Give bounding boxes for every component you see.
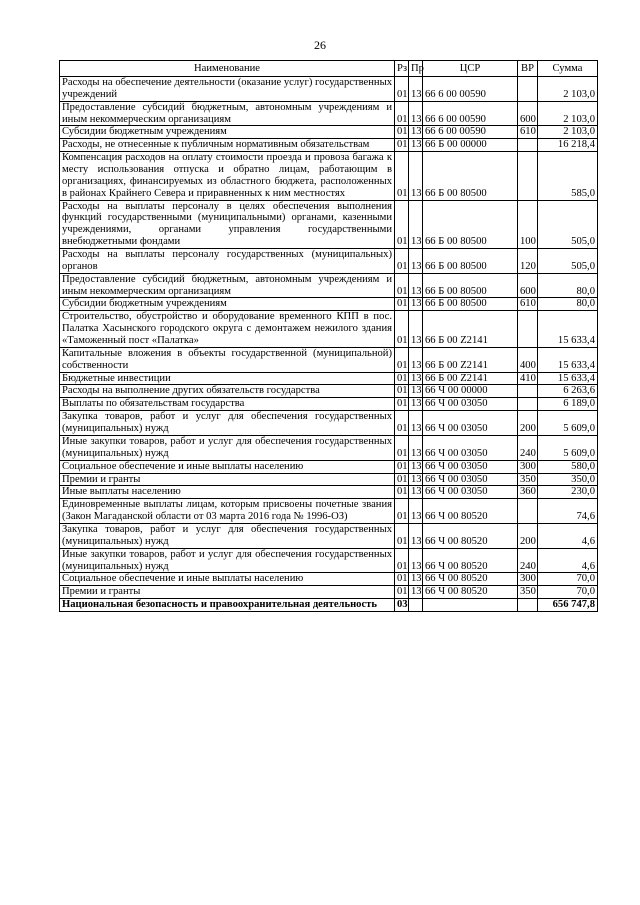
cell-name: Иные закупки товаров, работ и услуг для обеспечения государственных (муниципальных) нужд [60,548,395,573]
cell-name: Капитальные вложения в объекты государственной (муниципальной) собственности [60,347,395,372]
cell-sum: 15 633,4 [538,311,598,348]
table-row [60,139,598,152]
cell-pr: 13 [409,372,423,385]
table-row [60,435,598,460]
cell-sum: 2 103,0 [538,101,598,126]
cell-vr [518,77,538,102]
cell-vr: 610 [518,298,538,311]
cell-csr: 66 Б 00 80500 [423,249,518,274]
cell-rz: 01 [395,139,409,152]
cell-csr: 66 Б 00 Z2141 [423,347,518,372]
cell-name: Национальная безопасность и правоохранительная деятельность [60,599,395,612]
table-row [60,298,598,311]
cell-name: Расходы на выплаты персоналу в целях обеспечения выполнения функций государственными (муниципальными) органами, казенными учреждениями, органами управления государственными внебюджетными фондами [60,200,395,248]
cell-rz: 01 [395,548,409,573]
cell-name: Субсидии бюджетным учреждениям [60,126,395,139]
cell-csr: 66 6 00 00590 [423,77,518,102]
cell-sum: 74,6 [538,499,598,524]
cell-pr: 13 [409,152,423,200]
cell-vr: 360 [518,486,538,499]
cell-pr: 13 [409,126,423,139]
cell-rz: 01 [395,573,409,586]
cell-name: Расходы на выполнение других обязательств государства [60,385,395,398]
table-row [60,548,598,573]
cell-sum: 4,6 [538,548,598,573]
cell-sum: 585,0 [538,152,598,200]
page-number: 26 [314,38,326,52]
cell-name: Субсидии бюджетным учреждениям [60,298,395,311]
cell-rz: 01 [395,435,409,460]
cell-csr: 66 Б 00 Z2141 [423,372,518,385]
cell-pr: 13 [409,77,423,102]
cell-csr: 66 Ч 00 03050 [423,435,518,460]
cell-rz: 01 [395,411,409,436]
table-row [60,411,598,436]
table-row [60,273,598,298]
cell-vr [518,398,538,411]
table-row [60,347,598,372]
cell-rz: 01 [395,347,409,372]
cell-name: Расходы на выплаты персоналу государственных (муниципальных) органов [60,249,395,274]
cell-pr: 13 [409,460,423,473]
cell-csr: 66 6 00 00590 [423,101,518,126]
table-row [60,573,598,586]
cell-vr: 600 [518,273,538,298]
table-row [60,152,598,200]
cell-pr: 13 [409,347,423,372]
table-row [60,101,598,126]
cell-vr [518,152,538,200]
cell-rz: 03 [395,599,409,612]
cell-vr: 600 [518,101,538,126]
cell-csr: 66 Б 00 80500 [423,298,518,311]
cell-csr: 66 Ч 00 03050 [423,486,518,499]
cell-pr: 13 [409,435,423,460]
table-row [60,599,598,612]
cell-pr: 13 [409,298,423,311]
cell-vr [518,311,538,348]
cell-vr: 410 [518,372,538,385]
cell-csr: 66 Ч 00 03050 [423,398,518,411]
cell-pr: 13 [409,273,423,298]
cell-csr: 66 6 00 00590 [423,126,518,139]
cell-rz: 01 [395,499,409,524]
cell-name: Расходы на обеспечение деятельности (оказание услуг) государственных учреждений [60,77,395,102]
cell-rz: 01 [395,77,409,102]
cell-sum: 580,0 [538,460,598,473]
table-row [60,385,598,398]
cell-pr: 13 [409,486,423,499]
cell-vr: 240 [518,548,538,573]
cell-pr: 13 [409,398,423,411]
cell-name: Расходы, не отнесенные к публичным нормативным обязательствам [60,139,395,152]
cell-rz: 01 [395,101,409,126]
table-row [60,77,598,102]
cell-name: Бюджетные инвестиции [60,372,395,385]
cell-sum: 16 218,4 [538,139,598,152]
cell-name: Иные закупки товаров, работ и услуг для обеспечения государственных (муниципальных) нужд [60,435,395,460]
cell-name: Закупка товаров, работ и услуг для обеспечения государственных (муниципальных) нужд [60,411,395,436]
cell-pr: 13 [409,523,423,548]
cell-rz: 01 [395,311,409,348]
cell-csr: 66 Ч 00 03050 [423,411,518,436]
cell-name: Социальное обеспечение и иные выплаты населению [60,460,395,473]
cell-name: Иные выплаты населению [60,486,395,499]
cell-name: Компенсация расходов на оплату стоимости проезда и провоза багажа к месту использования отпуска и обратно лицам, работающим в организациях, финансируемых из областного бюджета, расположенных в районах Крайнего Севера и приравненных к ним местностях [60,152,395,200]
cell-pr: 13 [409,586,423,599]
cell-sum: 505,0 [538,200,598,248]
cell-name: Строительство, обустройство и оборудование временного КПП в пос. Палатка Хасынского городского округа с демонтажем нежилого здания «Таможенный пост «Палатка» [60,311,395,348]
cell-vr: 350 [518,473,538,486]
cell-sum: 6 189,0 [538,398,598,411]
table-header-row [60,61,598,77]
cell-csr: 66 Б 00 80500 [423,273,518,298]
cell-sum: 80,0 [538,273,598,298]
table-row [60,486,598,499]
cell-sum: 5 609,0 [538,435,598,460]
cell-vr [518,139,538,152]
cell-rz: 01 [395,273,409,298]
cell-csr: 66 Ч 00 80520 [423,548,518,573]
table-row [60,586,598,599]
cell-rz: 01 [395,385,409,398]
cell-sum: 656 747,8 [538,599,598,612]
cell-pr: 13 [409,139,423,152]
cell-sum: 15 633,4 [538,372,598,385]
cell-pr: 13 [409,385,423,398]
table-row [60,523,598,548]
cell-csr: 66 Б 00 80500 [423,200,518,248]
cell-rz: 01 [395,249,409,274]
cell-pr: 13 [409,548,423,573]
cell-vr: 300 [518,460,538,473]
cell-pr: 13 [409,473,423,486]
cell-rz: 01 [395,398,409,411]
cell-vr [518,385,538,398]
cell-vr: 400 [518,347,538,372]
cell-name: Предоставление субсидий бюджетным, автономным учреждениям и иным некоммерческим организациям [60,101,395,126]
cell-vr [518,599,538,612]
cell-pr: 13 [409,249,423,274]
cell-rz: 01 [395,152,409,200]
table-row [60,372,598,385]
cell-vr: 300 [518,573,538,586]
cell-name: Закупка товаров, работ и услуг для обеспечения государственных (муниципальных) нужд [60,523,395,548]
table-body [60,77,598,612]
cell-sum: 230,0 [538,486,598,499]
cell-vr: 100 [518,200,538,248]
cell-csr: 66 Б 00 Z2141 [423,311,518,348]
cell-vr: 240 [518,435,538,460]
cell-csr: 66 Ч 00 03050 [423,460,518,473]
cell-vr: 200 [518,411,538,436]
cell-sum: 5 609,0 [538,411,598,436]
cell-pr: 13 [409,200,423,248]
cell-vr: 120 [518,249,538,274]
cell-sum: 6 263,6 [538,385,598,398]
cell-pr: 13 [409,573,423,586]
cell-rz: 01 [395,486,409,499]
table-row [60,311,598,348]
cell-sum: 505,0 [538,249,598,274]
table-row [60,398,598,411]
cell-rz: 01 [395,523,409,548]
cell-rz: 01 [395,460,409,473]
cell-csr: 66 Ч 00 80520 [423,523,518,548]
cell-csr: 66 Ч 00 00000 [423,385,518,398]
cell-name: Премии и гранты [60,586,395,599]
budget-table [59,60,598,612]
cell-name: Премии и гранты [60,473,395,486]
cell-pr: 13 [409,101,423,126]
cell-sum: 70,0 [538,586,598,599]
cell-vr: 610 [518,126,538,139]
cell-sum: 2 103,0 [538,126,598,139]
cell-name: Единовременные выплаты лицам, которым присвоены почетные звания (Закон Магаданской области от 03 марта 2016 года № 1996-ОЗ) [60,499,395,524]
cell-csr: 66 Ч 00 03050 [423,473,518,486]
cell-name: Выплаты по обязательствам государства [60,398,395,411]
cell-vr: 350 [518,586,538,599]
cell-vr: 200 [518,523,538,548]
table-row [60,249,598,274]
cell-csr [423,599,518,612]
cell-vr [518,499,538,524]
cell-pr: 13 [409,311,423,348]
cell-sum: 2 103,0 [538,77,598,102]
header-sum: Сумма [538,61,598,77]
cell-csr: 66 Ч 00 80520 [423,586,518,599]
cell-csr: 66 Ч 00 80520 [423,499,518,524]
cell-sum: 70,0 [538,573,598,586]
cell-pr: 13 [409,499,423,524]
cell-sum: 4,6 [538,523,598,548]
cell-rz: 01 [395,586,409,599]
header-csr: ЦСР [423,61,518,77]
table-row [60,473,598,486]
header-pr: Пр [409,61,423,77]
header-rz: Рз [395,61,409,77]
table-row [60,126,598,139]
cell-name: Предоставление субсидий бюджетным, автономным учреждениям и иным некоммерческим организациям [60,273,395,298]
header-vr: ВР [518,61,538,77]
cell-csr: 66 Б 00 00000 [423,139,518,152]
cell-rz: 01 [395,126,409,139]
cell-sum: 15 633,4 [538,347,598,372]
cell-rz: 01 [395,200,409,248]
cell-name: Социальное обеспечение и иные выплаты населению [60,573,395,586]
header-name: Наименование [60,61,395,77]
cell-csr: 66 Б 00 80500 [423,152,518,200]
cell-sum: 80,0 [538,298,598,311]
cell-sum: 350,0 [538,473,598,486]
cell-rz: 01 [395,473,409,486]
cell-rz: 01 [395,298,409,311]
table-row [60,499,598,524]
cell-rz: 01 [395,372,409,385]
table-row [60,200,598,248]
cell-csr: 66 Ч 00 80520 [423,573,518,586]
cell-pr [409,599,423,612]
table-row [60,460,598,473]
cell-pr: 13 [409,411,423,436]
